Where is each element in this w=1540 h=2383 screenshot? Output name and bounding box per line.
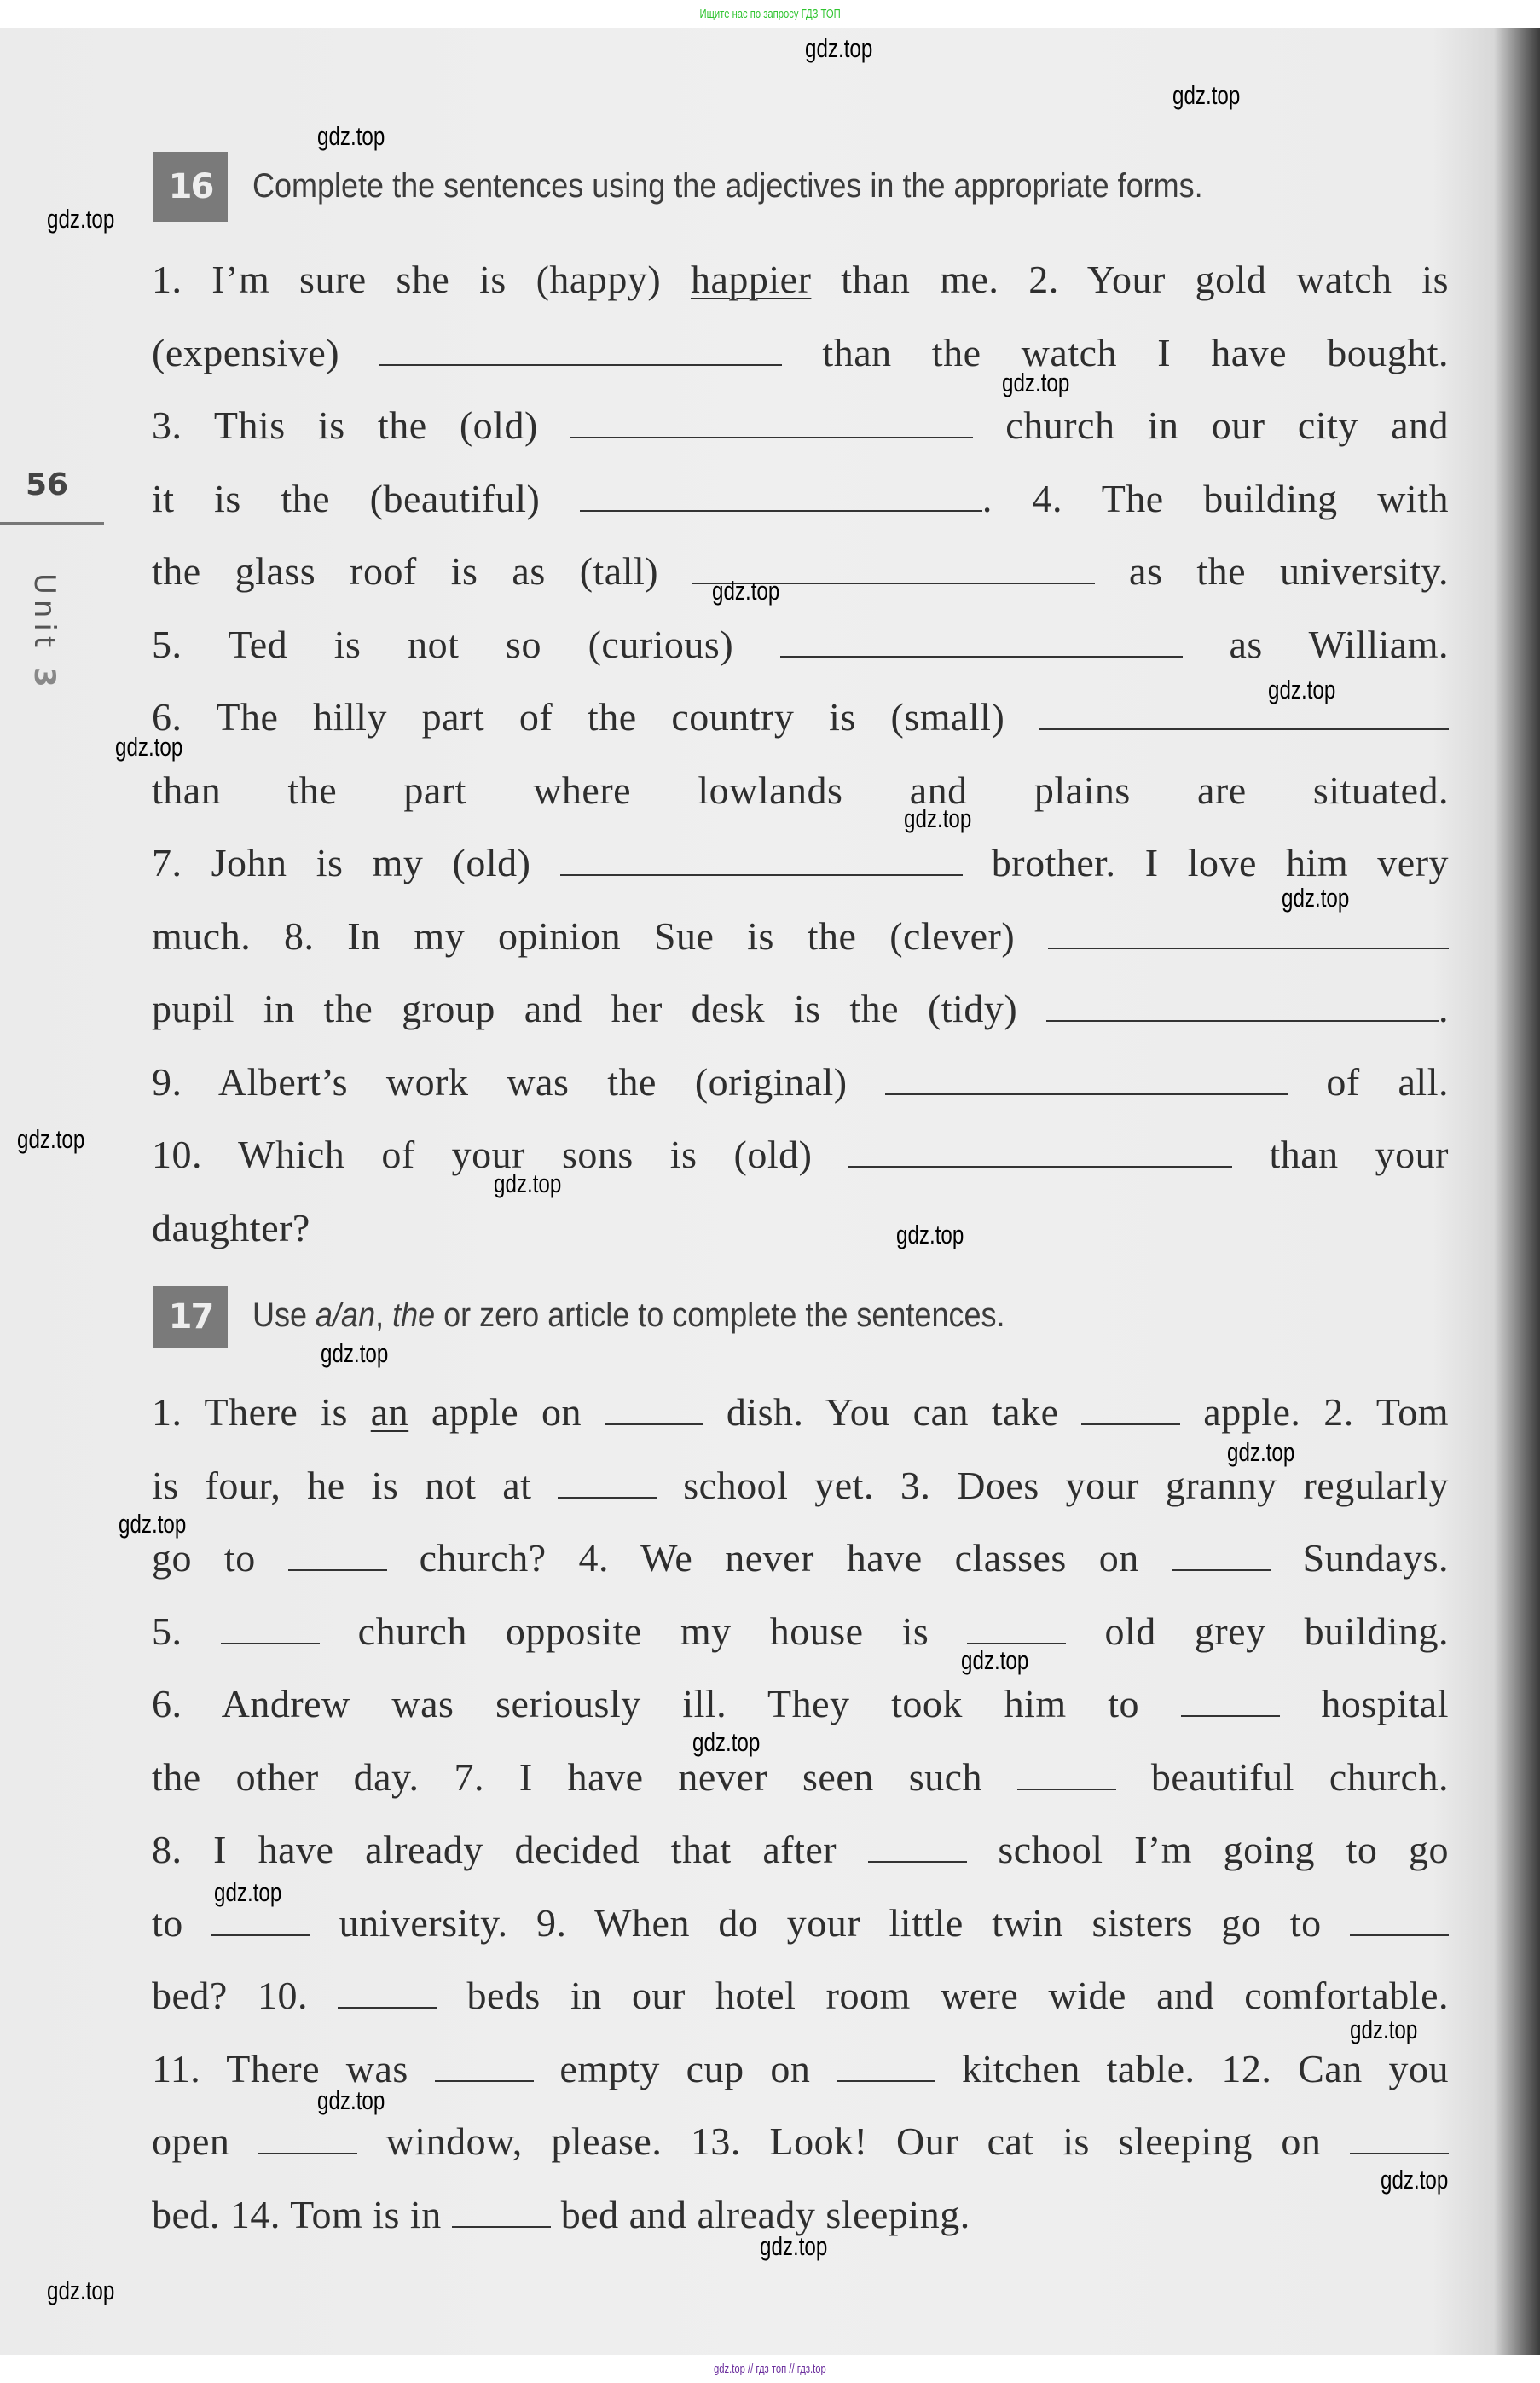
answer-blank[interactable]	[885, 1093, 1288, 1095]
text: 11. There was	[152, 2046, 435, 2090]
watermark: gdz.top	[1002, 368, 1070, 397]
text-line	[152, 389, 1449, 462]
watermark: gdz.top	[712, 576, 780, 606]
answer-blank[interactable]	[1046, 1019, 1439, 1022]
answer-blank[interactable]	[848, 1165, 1232, 1168]
text: the	[392, 1296, 436, 1334]
watermark: gdz.top	[317, 121, 385, 151]
text: or zero article to complete the sentences.	[435, 1296, 1005, 1334]
watermark: gdz.top	[1381, 2165, 1449, 2195]
text: beds in our hotel room were wide and comfortable.	[437, 1974, 1449, 2017]
watermark: gdz.top	[1172, 80, 1241, 110]
text: the glass roof is as (tall)	[152, 549, 693, 593]
answer-blank[interactable]	[560, 873, 963, 876]
bottom-banner	[0, 2355, 1540, 2383]
text: hospital	[1279, 1682, 1449, 1725]
text: 6. Andrew was seriously ill. They took him to	[152, 1682, 1181, 1725]
watermark: gdz.top	[1227, 1437, 1295, 1467]
top-banner	[0, 0, 1540, 28]
answer-blank[interactable]	[338, 2006, 437, 2009]
text: 9. Albert’s work was the (original)	[152, 1059, 886, 1104]
example-answer: happier	[690, 258, 812, 301]
text: much. 8. In my opinion Sue is the (clever)	[152, 913, 1048, 958]
text-line	[152, 462, 1449, 536]
watermark: gdz.top	[1282, 883, 1350, 913]
top-banner-text: Ищите нас по запросу ГДЗ ТОП	[699, 7, 841, 21]
text: as the university.	[1095, 549, 1449, 593]
answer-blank[interactable]	[1081, 1423, 1180, 1425]
text: the other day. 7. I have never seen such	[152, 1754, 1017, 1799]
text: 1. There is	[152, 1390, 371, 1434]
text: church in our city and	[973, 403, 1449, 447]
answer-blank[interactable]	[868, 1860, 967, 1863]
text: church opposite my house is	[319, 1609, 968, 1653]
page-number: 56	[26, 467, 69, 502]
text: . 4. The building with	[981, 476, 1449, 520]
answer-blank[interactable]	[211, 1934, 310, 1936]
text: open	[152, 2119, 258, 2163]
text-line	[152, 754, 1449, 827]
answer-blank[interactable]	[1181, 1714, 1280, 1717]
answer-blank[interactable]	[452, 2225, 551, 2228]
text-line	[152, 1887, 1449, 1960]
text: 8. I have already decided that after	[152, 1828, 868, 1871]
watermark: gdz.top	[119, 1509, 187, 1539]
answer-blank[interactable]	[580, 509, 982, 512]
answer-blank[interactable]	[258, 2152, 357, 2154]
text: church? 4. We never have classes on	[386, 1536, 1172, 1580]
text: to	[152, 1900, 212, 1945]
text: bed and already sleeping.	[550, 2192, 970, 2236]
text: window, please. 13. Look! Our cat is sleeping on	[357, 2119, 1350, 2163]
answer-blank[interactable]	[1017, 1788, 1116, 1790]
exercise-16-number: 16	[153, 152, 228, 222]
text: university. 9. When do your little twin sisters go to	[310, 1900, 1350, 1945]
watermark: gdz.top	[47, 204, 115, 234]
text: pupil in the group and her desk is the (tidy)	[152, 987, 1046, 1030]
text: empty cup on	[533, 2046, 837, 2090]
text: school I’m going to go	[966, 1828, 1450, 1871]
text-line	[152, 681, 1449, 754]
text: 6. The hilly part of the country is (small)	[152, 695, 1039, 739]
answer-blank[interactable]	[288, 1568, 387, 1571]
text: is four, he is not at	[152, 1463, 559, 1507]
text-line	[152, 1813, 1449, 1887]
text: dish. You can take	[703, 1390, 1082, 1434]
exercise-16-instruction: Complete the sentences using the adjectives in the appropriate forms.	[252, 167, 1203, 205]
text: 1. I’m sure she is (happy)	[152, 258, 691, 301]
answer-blank[interactable]	[1350, 1934, 1449, 1936]
answer-blank[interactable]	[435, 2079, 534, 2082]
watermark: gdz.top	[896, 1220, 964, 1249]
text: than your	[1232, 1133, 1450, 1176]
watermark: gdz.top	[115, 732, 183, 762]
text-line	[152, 535, 1449, 608]
answer-blank[interactable]	[570, 436, 973, 438]
unit-label-text: Unit	[27, 573, 61, 653]
text: school yet. 3. Does your granny regularly	[657, 1463, 1449, 1507]
watermark: gdz.top	[805, 33, 873, 63]
text: 7. John is my (old)	[152, 841, 560, 884]
exercise-16-text	[152, 243, 1449, 1264]
text: Sundays.	[1270, 1536, 1449, 1580]
watermark: gdz.top	[214, 1877, 282, 1907]
watermark: gdz.top	[321, 1338, 389, 1368]
watermark: gdz.top	[760, 2231, 828, 2261]
answer-blank[interactable]	[967, 1642, 1066, 1644]
text: 5.	[152, 1609, 221, 1653]
text: of all.	[1288, 1059, 1449, 1104]
exercise-17-number: 17	[153, 1286, 228, 1348]
text: (expensive)	[152, 330, 380, 374]
watermark: gdz.top	[317, 2085, 385, 2115]
text: kitchen table. 12. Can you	[935, 2046, 1449, 2090]
answer-blank[interactable]	[379, 363, 782, 366]
text-line	[152, 1118, 1449, 1192]
exercise-17-text	[152, 1376, 1449, 2251]
text-line	[152, 1046, 1449, 1119]
text-line	[152, 1667, 1449, 1741]
text-line	[152, 1522, 1449, 1595]
text: go to	[152, 1536, 288, 1580]
answer-blank[interactable]	[1039, 728, 1449, 730]
text: 5. Ted is not so (curious)	[152, 622, 780, 666]
page-number-divider	[0, 522, 104, 525]
example-answer: an	[370, 1390, 409, 1434]
text-line	[152, 608, 1449, 681]
unit-label	[27, 573, 61, 693]
exercise-17-instruction	[252, 1296, 1005, 1335]
watermark: gdz.top	[1268, 675, 1336, 704]
text-line	[152, 1959, 1449, 2032]
watermark: gdz.top	[904, 803, 972, 833]
answer-blank[interactable]	[1048, 947, 1449, 949]
text: it is the (beautiful)	[152, 476, 580, 520]
text: bed. 14. Tom is in	[152, 2192, 452, 2236]
answer-blank[interactable]	[837, 2079, 935, 2082]
text-line	[152, 243, 1449, 316]
answer-blank[interactable]	[1350, 2152, 1449, 2154]
text: old grey building.	[1066, 1609, 1450, 1653]
text: brother. I love him very	[962, 841, 1450, 884]
text-line	[152, 1741, 1449, 1814]
bottom-banner-text: gdz.top // гдз топ // гдз.top	[714, 2362, 826, 2376]
unit-number: 3	[27, 667, 61, 693]
text: 3. This is the (old)	[152, 403, 571, 447]
answer-blank[interactable]	[1172, 1568, 1271, 1571]
text: as William.	[1182, 622, 1449, 666]
text: a/an	[316, 1296, 376, 1334]
answer-blank[interactable]	[558, 1496, 657, 1499]
text: apple. 2. Tom	[1180, 1390, 1449, 1434]
watermark: gdz.top	[17, 1124, 85, 1154]
watermark: gdz.top	[47, 2276, 115, 2305]
watermark: gdz.top	[1350, 2015, 1418, 2044]
answer-blank[interactable]	[605, 1423, 703, 1425]
text: than the watch I have bought.	[782, 330, 1449, 374]
text: ,	[375, 1296, 393, 1334]
text-line	[152, 1192, 1449, 1265]
text-line	[152, 900, 1449, 973]
watermark: gdz.top	[961, 1645, 1029, 1675]
text: daughter?	[152, 1205, 310, 1249]
watermark: gdz.top	[494, 1168, 562, 1198]
text-line	[152, 316, 1449, 390]
text: beautiful church.	[1115, 1754, 1449, 1799]
text-line	[152, 972, 1449, 1046]
text: apple on	[408, 1390, 605, 1434]
text: than the part where lowlands and plains are situated.	[152, 768, 1449, 812]
answer-blank[interactable]	[780, 655, 1183, 658]
text: .	[1439, 987, 1449, 1030]
text: than me. 2. Your gold watch is	[811, 258, 1449, 301]
text: 10. Which of your sons is (old)	[152, 1133, 849, 1176]
text: bed? 10.	[152, 1974, 339, 2017]
answer-blank[interactable]	[221, 1642, 320, 1644]
text-line	[152, 1595, 1449, 1668]
text-line	[152, 826, 1449, 900]
watermark: gdz.top	[692, 1727, 761, 1757]
text: Use	[252, 1296, 316, 1334]
